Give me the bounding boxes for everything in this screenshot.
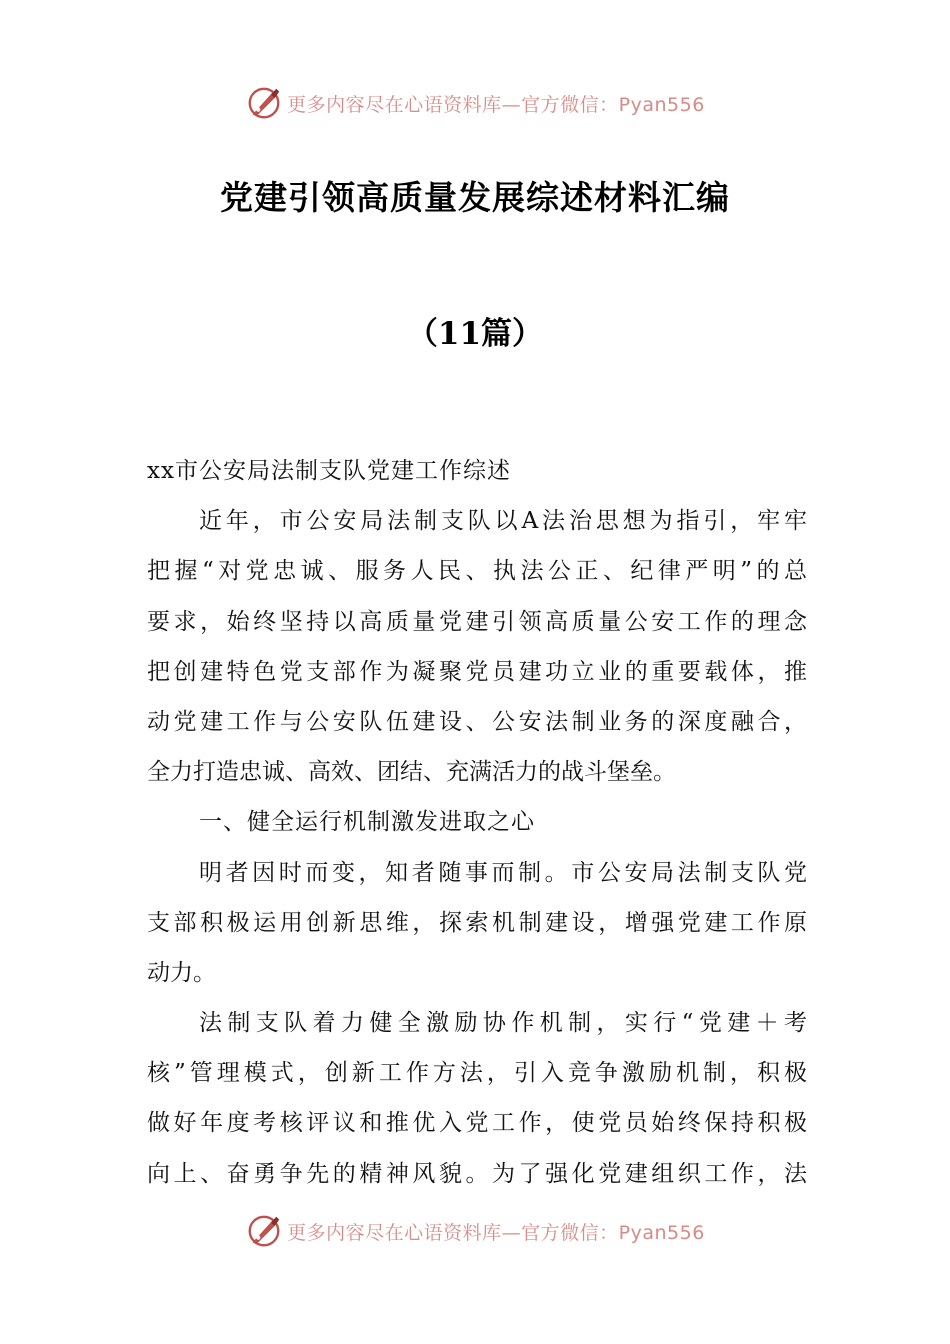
pen-nib-circle-icon	[245, 1212, 283, 1250]
paragraph-line: 把创建特色党支部作为凝聚党员建功立业的重要载体，推	[147, 658, 807, 685]
watermark-label: 更多内容尽在心语资料库—官方微信：	[287, 1221, 619, 1244]
paragraph-line: 全力打造忠诚、高效、团结、充满活力的战斗堡垒。	[147, 759, 676, 786]
watermark-wechat-id: Pyan556	[618, 93, 705, 116]
watermark-header	[0, 83, 950, 123]
paragraph-line: 把握“对党忠诚、服务人民、执法公正、纪律严明”的总	[147, 558, 807, 585]
paragraph-line: 核”管理模式，创新工作方法，引入竞争激励机制，积极	[147, 1060, 807, 1087]
article-title: xx市公安局法制支队党建工作综述	[147, 458, 511, 484]
paragraph-line: 法制支队着力健全激励协作机制，实行“党建＋考	[199, 1010, 807, 1037]
watermark-wechat-id: Pyan556	[618, 1221, 705, 1244]
watermark-text	[287, 90, 705, 117]
document-body	[147, 446, 807, 1199]
paragraph-line: 动力。	[147, 959, 216, 986]
paragraph-line: 近年，市公安局法制支队以A法治思想为指引，牢牢	[199, 508, 807, 535]
watermark-footer	[0, 1211, 950, 1251]
paragraph-line: 做好年度考核评议和推优入党工作，使党员始终保持积极	[147, 1110, 807, 1137]
pen-nib-circle-icon	[245, 84, 283, 122]
paragraph-line: 支部积极运用创新思维，探索机制建设，增强党建工作原	[147, 909, 807, 936]
paragraph-line: 向上、奋勇争先的精神风貌。为了强化党建组织工作，法	[147, 1160, 807, 1187]
watermark-label: 更多内容尽在心语资料库—官方微信：	[287, 93, 619, 116]
watermark-text	[287, 1218, 705, 1245]
paragraph-line: 明者因时而变，知者随事而制。市公安局法制支队党	[199, 859, 807, 886]
section-heading: 一、健全运行机制激发进取之心	[199, 809, 535, 836]
paragraph-line: 动党建工作与公安队伍建设、公安法制业务的深度融合，	[147, 708, 807, 735]
document-title: 党建引领高质量发展综述材料汇编	[220, 178, 730, 217]
paragraph-line: 要求，始终坚持以高质量党建引领高质量公安工作的理念	[147, 608, 807, 635]
document-subtitle: （11篇）	[406, 316, 544, 352]
